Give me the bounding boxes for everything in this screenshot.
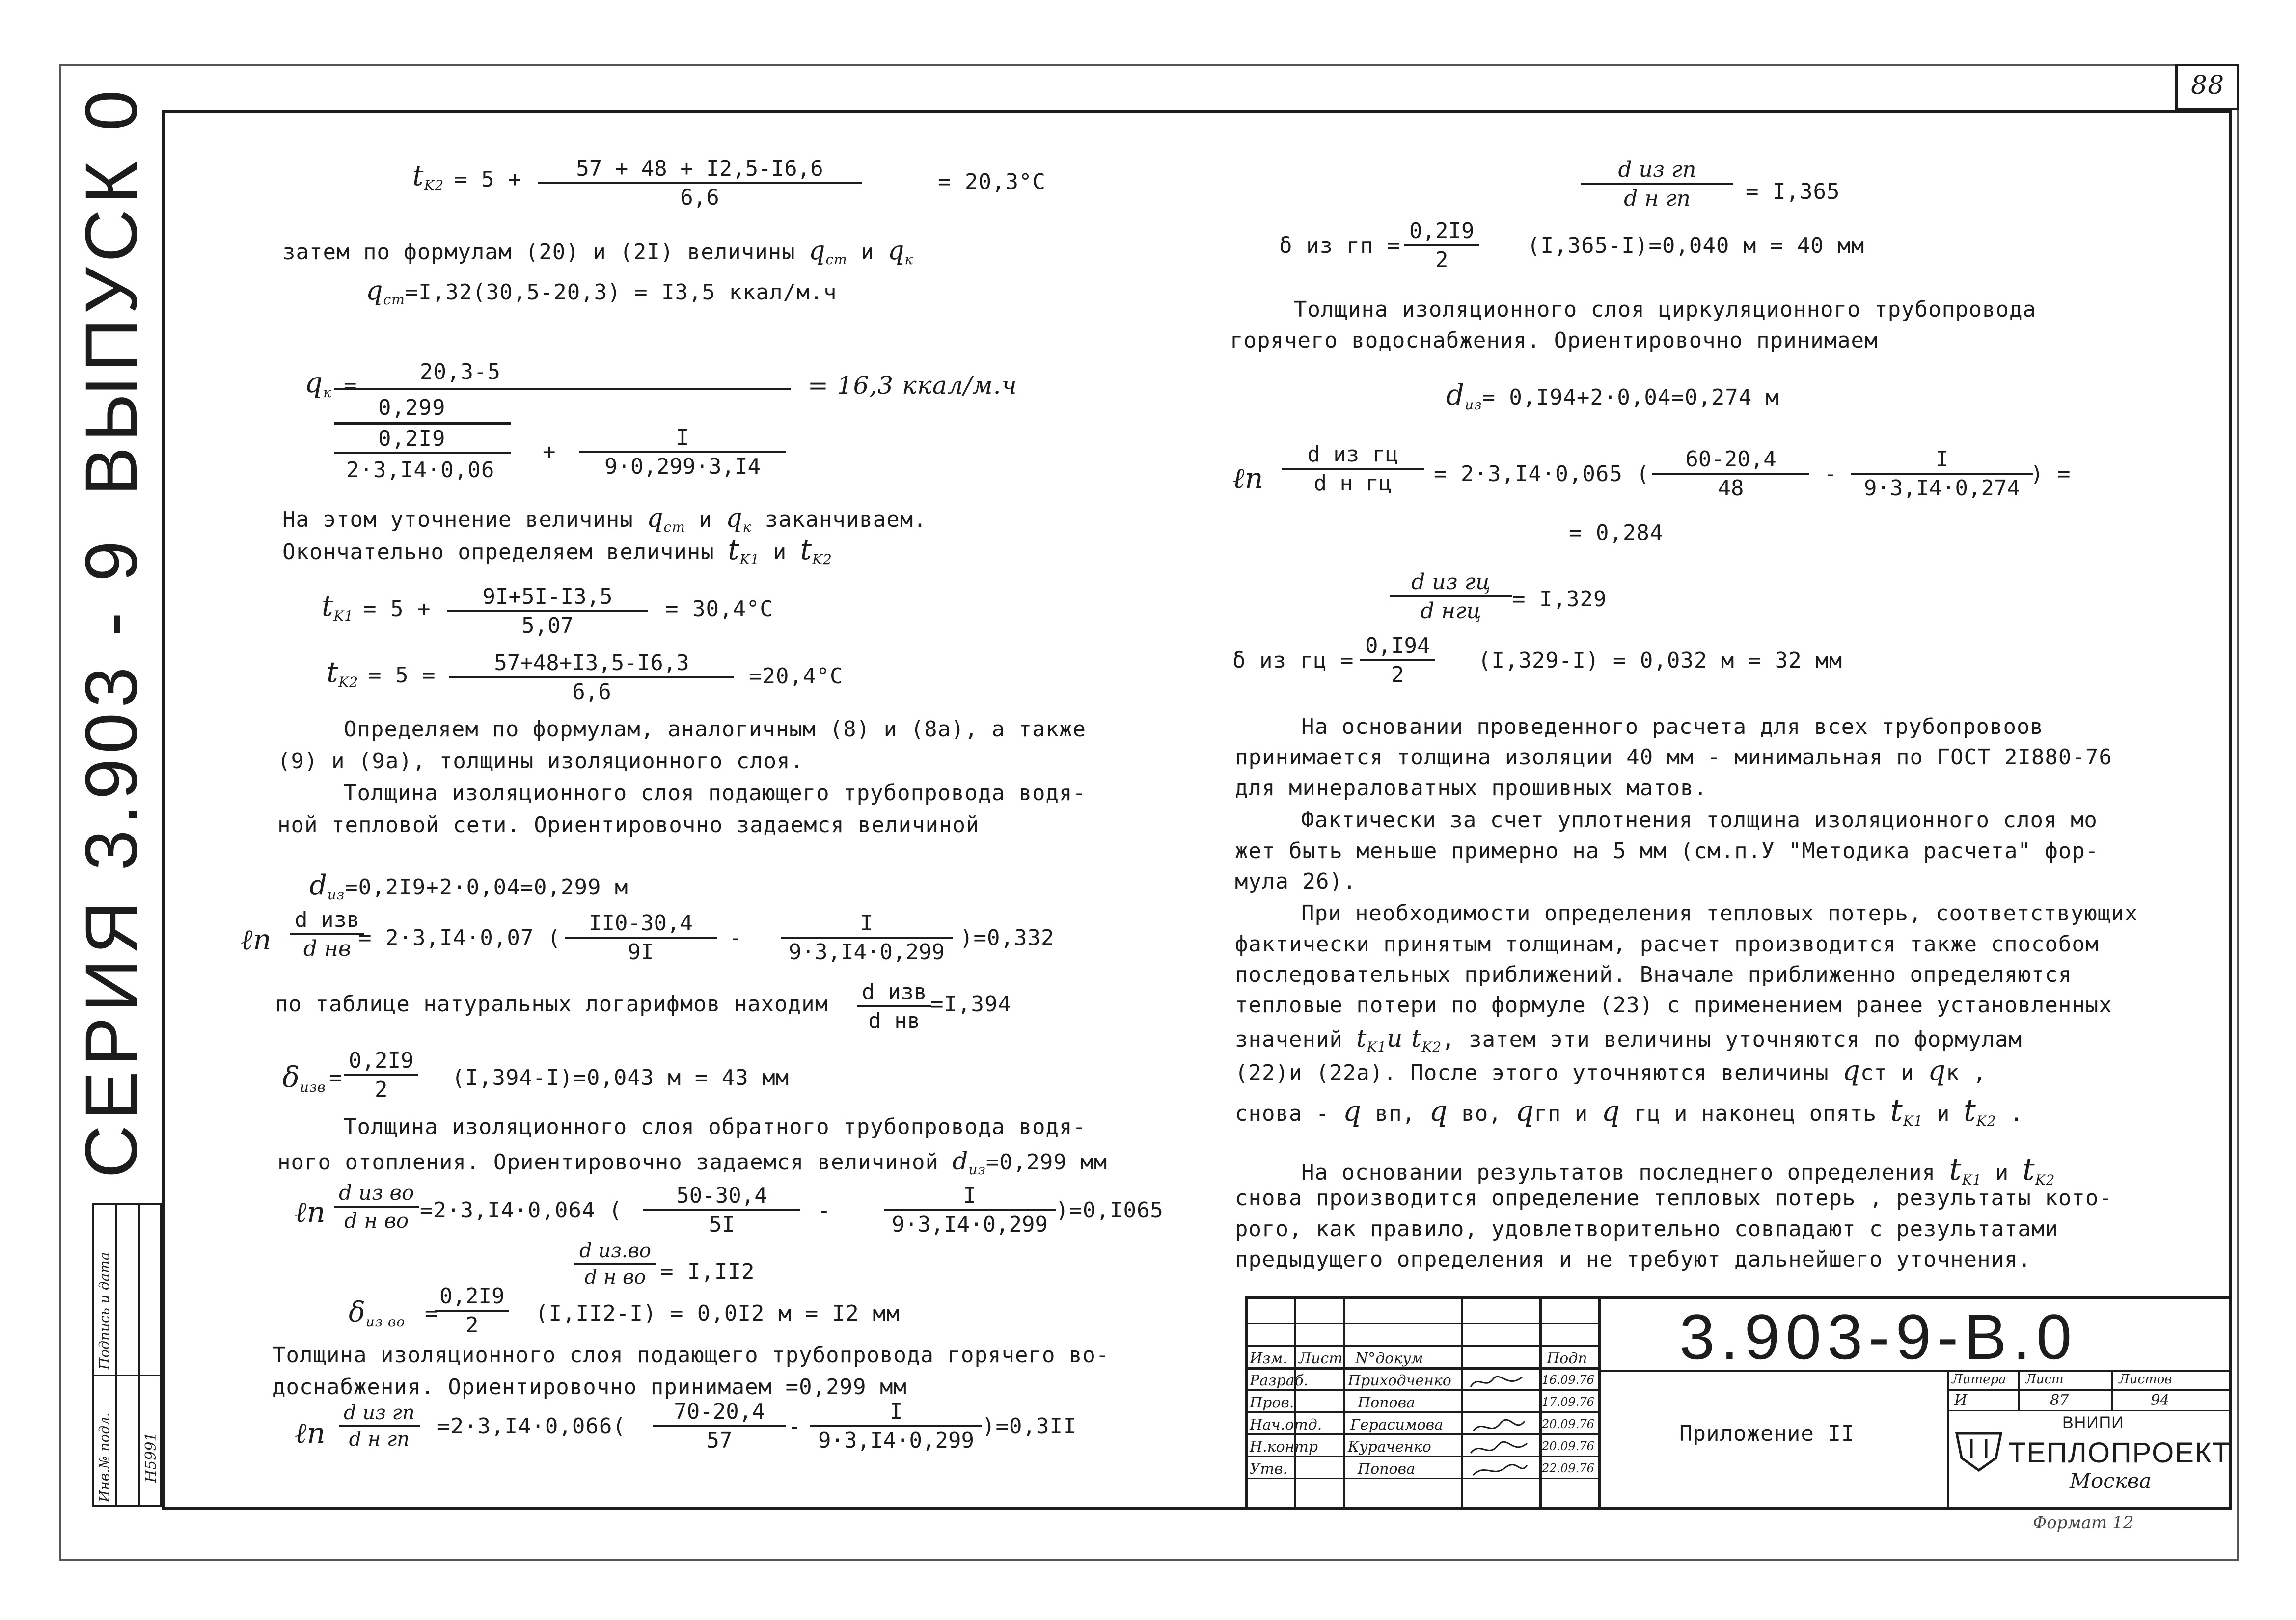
table-result: =I,394: [930, 992, 1011, 1017]
qk-sub-num: 0,299: [378, 395, 446, 420]
ratio1-result: = I,365: [1746, 179, 1840, 204]
ln1-fraction: d изв d нв: [290, 907, 364, 961]
para7-line1: Фактически за счет уплотнения толщина изоляционного слоя мо: [1301, 808, 2098, 833]
row-role-4: Утв.: [1250, 1460, 1288, 1478]
ln1-mid: = 2·3,I4·0,07 (: [358, 925, 561, 950]
format-label: Формат 12: [2033, 1513, 2134, 1533]
delta2-eq: =: [425, 1301, 438, 1326]
qk-result: = 16,3 ккал/м.ч: [808, 371, 1017, 400]
signatures: [1463, 1370, 1537, 1480]
ln1-result: )=0,332: [960, 925, 1055, 950]
delta3-lhs: δ из гп =: [1279, 233, 1401, 258]
text-line3: Окончательно определяем величины $t_{K1}$ и $t_{K2}$: [282, 533, 832, 567]
ln3-fraction2: $\frac{70-20,4}{57}$: [653, 1399, 786, 1453]
issue-label: ВЫПУСК 0: [70, 85, 152, 496]
stage-value: И: [1954, 1392, 1968, 1409]
sheets-label: Листов: [2119, 1372, 2172, 1387]
eq1-fraction: $\frac{57 + 48 + I2,5-I6,6}{6,6}$: [538, 156, 862, 210]
para1-line1: Определяем по формулам, аналогичным (8) и (8а), а также: [344, 717, 1086, 742]
ln4-result2: = 0,284: [1569, 520, 1664, 545]
qk-sub-den2: 2·3,I4·0,06: [346, 458, 495, 483]
para3-line2: ного отопления. Ориентировочно задаемся величиной $d_{из}=0,299$ мм: [277, 1147, 1108, 1178]
ln4-mid: = 2·3,I4·0,065 (: [1434, 461, 1650, 486]
eq1-lhs: $t_{K2}$: [412, 160, 444, 193]
organization-logo: [1952, 1429, 2006, 1473]
ln1-fraction2: $\frac{II0-30,4}{9I}$: [565, 911, 717, 965]
table-fraction: d изв d нв: [857, 979, 931, 1033]
ln2-minus: -: [818, 1198, 831, 1223]
para4-line2: доснабжения. Ориентировочно принимаем =0,299 мм: [273, 1375, 907, 1400]
sheet-value: 87: [2050, 1392, 2069, 1409]
ln2-fraction2: $\frac{50-30,4}{5I}$: [643, 1183, 800, 1237]
inventory-number: Н5991: [142, 1432, 160, 1483]
ln4-fraction: d из гц d н гц: [1282, 442, 1424, 496]
row-date-3: 20.09.76: [1542, 1439, 1594, 1453]
org-top: ВНИПИ: [2062, 1413, 2124, 1432]
para9-line3: рого, как правило, удовлетворительно совпадают с результатами: [1235, 1216, 2058, 1242]
para6-line3: для минераловатных прошивных матов.: [1235, 776, 1708, 801]
tk1-pre: = 5 +: [363, 596, 431, 621]
para8-line7: снова - q вп, q во, qгп и q гц и наконец опять $t_{K1}$ и $t_{K2}$ .: [1235, 1092, 2023, 1129]
org-name: ТЕПЛОПРОЕКТ: [2008, 1437, 2231, 1469]
ln2-fraction3: $\frac{I}{9\cdot 3,I4\cdot 0,299}$: [884, 1183, 1056, 1237]
ratio3-fraction: d из гц d нгц: [1390, 569, 1512, 623]
para8-line3: последовательных приближений. Вначале приближенно определяются: [1235, 962, 2072, 987]
eq1-result: = 20,3°C: [938, 169, 1046, 194]
eq1-pre: = 5 +: [454, 167, 522, 192]
delta2-rest: (I,II2-I) = 0,0I2 м = I2 мм: [535, 1301, 900, 1326]
para8-line4: тепловые потери по формуле (23) с применением ранее установленных: [1235, 993, 2112, 1018]
city: Москва: [2070, 1469, 2152, 1493]
tk1-fraction: $\frac{9I+5I-I3,5}{5,07}$: [447, 584, 648, 638]
diz2-equation: $d_{из}= 0,I94+2\cdot 0,04=0,274$ м: [1446, 378, 1779, 413]
para5-line2: горячего водоснабжения. Ориентировочно принимаем: [1230, 328, 1878, 353]
ln3-mid: =2·3,I4·0,066(: [437, 1414, 626, 1439]
ln4-fraction2: $\frac{60-20,4}{48}$: [1652, 447, 1809, 501]
ratio2-result: = I,II2: [660, 1259, 755, 1284]
ln1-fraction3: $\frac{I}{9\cdot 3,I4\cdot 0,299}$: [781, 911, 953, 965]
row-date-0: 16.09.76: [1542, 1373, 1594, 1387]
ln1-minus: -: [729, 925, 743, 950]
ln2-result: )=0,I065: [1056, 1198, 1164, 1223]
qk-plus: +: [543, 439, 556, 464]
para7-line3: мула 26).: [1235, 869, 1357, 894]
para8-line6: (22)и (22а). После этого уточняются величины qст и qк ,: [1235, 1055, 1987, 1087]
sheets-value: 94: [2151, 1392, 2170, 1409]
row-date-1: 17.09.76: [1542, 1395, 1594, 1409]
qk-numerator: 20,3-5: [420, 359, 501, 384]
row-name-4: Попова: [1358, 1460, 1415, 1478]
para6-line2: принимается толщина изоляции 40 мм - минимальная по ГОСТ 2I880-76: [1235, 745, 2112, 770]
para2-line1: Толщина изоляционного слоя подающего трубопровода водя-: [344, 781, 1086, 806]
para4-line1: Толщина изоляционного слоя подающего трубопровода горячего во-: [273, 1343, 1110, 1368]
document-code: 3.903-9-B.0: [1679, 1301, 2078, 1373]
qk-lhs: $q_к$: [304, 366, 332, 401]
inventory-label: Инв.№ подл.: [96, 1412, 112, 1502]
delta1-lhs: $\delta_{изв}$: [282, 1060, 326, 1095]
row-name-2: Герасимова: [1350, 1416, 1444, 1433]
ratio1-fraction: d из гп d н гп: [1581, 157, 1733, 211]
delta1-rest: (I,394-I)=0,043 м = 43 мм: [452, 1065, 790, 1090]
row-name-0: Приходченко: [1348, 1372, 1451, 1389]
sheet-label: Лист: [2025, 1372, 2064, 1387]
tk2-result: =20,4°C: [749, 664, 844, 689]
row-role-1: Пров.: [1250, 1394, 1294, 1411]
signature-date-label: Подпись и дата: [96, 1252, 112, 1370]
col-header-sign: Подп: [1547, 1350, 1587, 1367]
col-header-izm: Изм.: [1250, 1350, 1287, 1367]
delta4-lhs: δ из гц =: [1232, 648, 1354, 673]
delta2-lhs: $\delta_{из во}$: [349, 1296, 406, 1330]
para9-line1: На основании результатов последнего определения $t_{K1}$ и $t_{K2}$: [1301, 1151, 2055, 1188]
qst-equation: $q_{ст}=I,32(30,5-20,3) = I3,5$ ккал/м.ч: [366, 275, 837, 308]
row-name-1: Попова: [1358, 1394, 1415, 1411]
ln1-ln: ℓn: [241, 923, 272, 956]
ln3-fraction3: $\frac{I}{9\cdot 3,I4\cdot 0,299}$: [810, 1399, 982, 1453]
para3-line1: Толщина изоляционного слоя обратного трубопровода водя-: [344, 1114, 1086, 1139]
ln4-ln: ℓn: [1232, 461, 1264, 495]
para6-line1: На основании проведенного расчета для всех трубопровоов: [1301, 714, 2044, 739]
delta3-rest: (I,365-I)=0,040 м = 40 мм: [1527, 233, 1865, 258]
ln3-fraction: d из гп d н гп: [339, 1402, 420, 1451]
ln4-minus: -: [1824, 461, 1838, 486]
ln3-minus: -: [788, 1414, 802, 1439]
tk1-result: = 30,4°C: [665, 596, 773, 621]
para7-line2: жет быть меньше примерно на 5 мм (см.п.У "Методика расчета" фор-: [1235, 838, 2099, 864]
delta2-fraction: $\frac{0,2I9}{2}$: [435, 1284, 509, 1338]
para8-line2: фактически принятым толщинам, расчет производится также способом: [1235, 932, 2099, 957]
table-line: по таблице натуральных логарифмов находим: [275, 992, 829, 1017]
para5-line1: Толщина изоляционного слоя циркуляционного трубопровода: [1294, 297, 2036, 322]
stage-label: Литера: [1952, 1372, 2006, 1387]
delta1-eq: =: [329, 1065, 343, 1090]
para8-line1: При необходимости определения тепловых потерь, соответствующих: [1301, 901, 2138, 926]
document-title: Приложение II: [1679, 1421, 1855, 1446]
delta4-fraction: $\frac{0,I94}{2}$: [1360, 633, 1435, 687]
col-header-list: Лист: [1299, 1350, 1343, 1367]
ratio2-fraction: d из.во d н во: [574, 1240, 656, 1289]
row-date-4: 22.09.76: [1542, 1461, 1594, 1475]
row-role-2: Нач.отд.: [1250, 1416, 1322, 1433]
tk1-lhs: $t_{K1}$: [322, 589, 354, 624]
ratio3-result: = I,329: [1512, 587, 1607, 612]
col-header-doc: N°докум: [1355, 1350, 1423, 1367]
ln2-fraction: d из во d н во: [334, 1181, 419, 1233]
para1-line2: (9) и (9а), толщины изоляционного слоя.: [277, 749, 804, 774]
ln3-result: )=0,3II: [982, 1414, 1077, 1439]
ln2-mid: =2·3,I4·0,064 (: [420, 1198, 623, 1223]
row-role-3: Н.контр: [1250, 1438, 1318, 1456]
para2-line2: ной тепловой сети. Ориентировочно задаемся величиной: [277, 812, 980, 837]
qk-eq: =: [344, 373, 357, 398]
series-label: СЕРИЯ 3.903 - 9: [70, 536, 152, 1178]
ln2-ln: ℓn: [295, 1195, 326, 1229]
row-date-2: 20.09.76: [1542, 1417, 1594, 1431]
diz1-equation: $d_{из}=0,2I9+2\cdot 0,04=0,299$ м: [309, 869, 629, 903]
ln4-fraction3: $\frac{I}{9\cdot 3,I4\cdot 0,274}$: [1851, 447, 2033, 501]
tk2-lhs: $t_{K2}$: [327, 655, 359, 690]
text-line1: затем по формулам (20) и (2I) величины $q_{ст}$ и $q_к$: [282, 236, 914, 268]
para9-line4: предыдущего определения и не требуют дальнейшего уточнения.: [1235, 1247, 2031, 1272]
row-name-3: Кураченко: [1348, 1438, 1431, 1456]
tk2-pre: = 5 =: [368, 663, 436, 688]
qk-sub-den: 0,2I9: [378, 426, 446, 451]
ln3-ln: ℓn: [295, 1416, 326, 1450]
para8-line5: значений $t_{K1}и$ $t_{K2}$, затем эти величины уточняются по формулам: [1235, 1024, 2023, 1055]
page-number: 88: [2191, 71, 2225, 100]
delta3-fraction: $\frac{0,2I9}{2}$: [1404, 218, 1479, 272]
ln4-result: ) =: [2030, 461, 2071, 486]
qk-second-fraction: $\frac{I}{9\cdot 0,299\cdot 3,I4}$: [579, 425, 786, 479]
row-role-0: Разраб.: [1250, 1372, 1309, 1389]
para9-line2: снова производится определение тепловых потерь , результаты кото-: [1235, 1186, 2112, 1211]
tk2-fraction: $\frac{57+48+I3,5-I6,3}{6,6}$: [449, 650, 734, 704]
delta4-rest: (I,329-I) = 0,032 м = 32 мм: [1478, 648, 1843, 673]
text-line2: На этом уточнение величины $q_{ст}$ и $q_к$ заканчиваем.: [282, 504, 927, 535]
delta1-fraction: $\frac{0,2I9}{2}$: [344, 1048, 418, 1102]
